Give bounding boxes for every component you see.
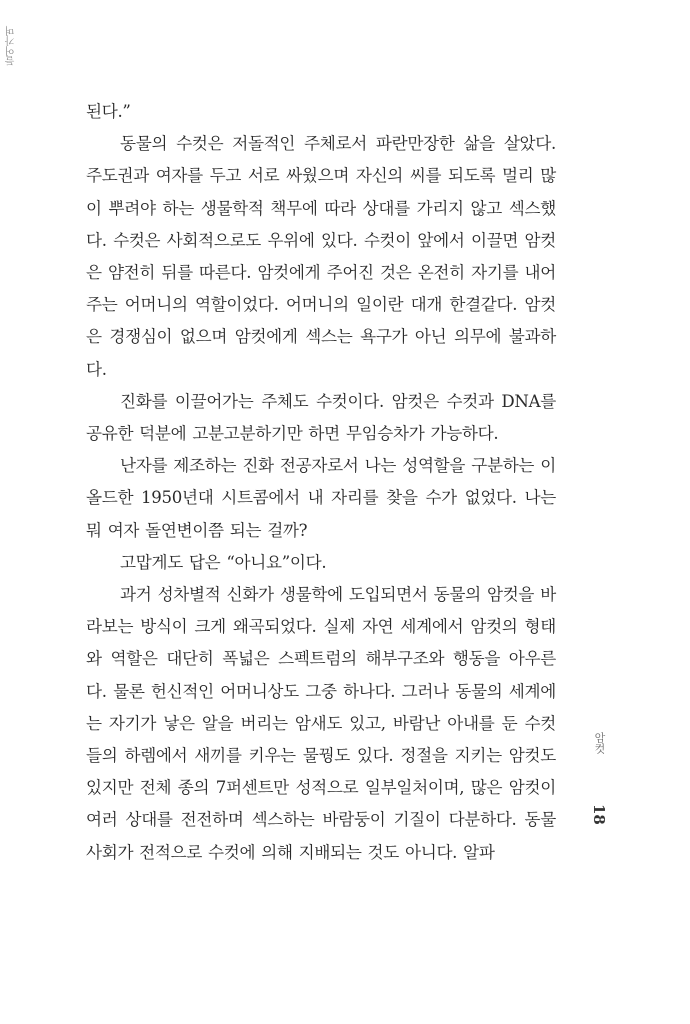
running-head-title: 암컷 — [593, 732, 606, 754]
paragraph: 과거 성차별적 신화가 생물학에 도입되면서 동물의 암컷을 바라보는 방식이 크게 왜곡되었다. 실제 자연 세계에서 암컷의 형태와 역할은 대단히 폭넓은 스펙트럼의 해부구조와 행동을 아우른다. 물론 헌신적인 어머니상도 그중 하나다. 그러나 동물의 세계에는 자기가 낳은 알을 버리는 암새도 있고, 바람난 아내를 둔 수컷들의 하렘에서 새끼를 키우는 물꿩도 있다. 정절을 지키는 암컷도 있지만 전체 종의 7퍼센트만 성적으로 일부일처이며, 많은 암컷이 여러 상대를 전전하며 섹스하는 바람둥이 기질이 다분하다. 동물 사회가 전적으로 수컷에 의해 지배되는 것도 아니다. 알파 — [86, 585, 556, 862]
paragraph: 동물의 수컷은 저돌적인 주체로서 파란만장한 삶을 살았다. 주도권과 여자를 두고 서로 싸웠으며 자신의 씨를 되도록 멀리 많이 뿌려야 하는 생물학적 책무에 따라 상대를 가리지 않고 섹스했다. 수컷은 사회적으로도 우위에 있다. 수컷이 앞에서 이끌면 암컷은 얌전히 뒤를 따른다. 암컷에게 주어진 것은 온전히 자기를 내어주는 어머니의 역할이었다. 어머니의 일이란 대개 한결같다. 암컷은 경쟁심이 없으며 암컷에게 섹스는 욕구가 아닌 의무에 불과하다. — [86, 134, 556, 379]
paragraph: 난자를 제조하는 진화 전공자로서 나는 성역할을 구분하는 이 올드한 1950년대 시트콤에서 내 자리를 찾을 수가 없었다. 나는 뭐 여자 돌연변이쯤 되는 걸까? — [86, 456, 556, 540]
running-head-chapter: 들어가며 — [6, 26, 17, 66]
paragraph: 진화를 이끌어가는 주체도 수컷이다. 암컷은 수컷과 DNA를 공유한 덕분에 고분고분하기만 하면 무임승차가 가능하다. — [86, 391, 556, 444]
body-text — [86, 96, 556, 869]
paragraph: 된다.” — [86, 102, 131, 121]
paragraph: 고맙게도 답은 “아니요”이다. — [120, 552, 327, 572]
page-number: 18 — [590, 804, 608, 825]
